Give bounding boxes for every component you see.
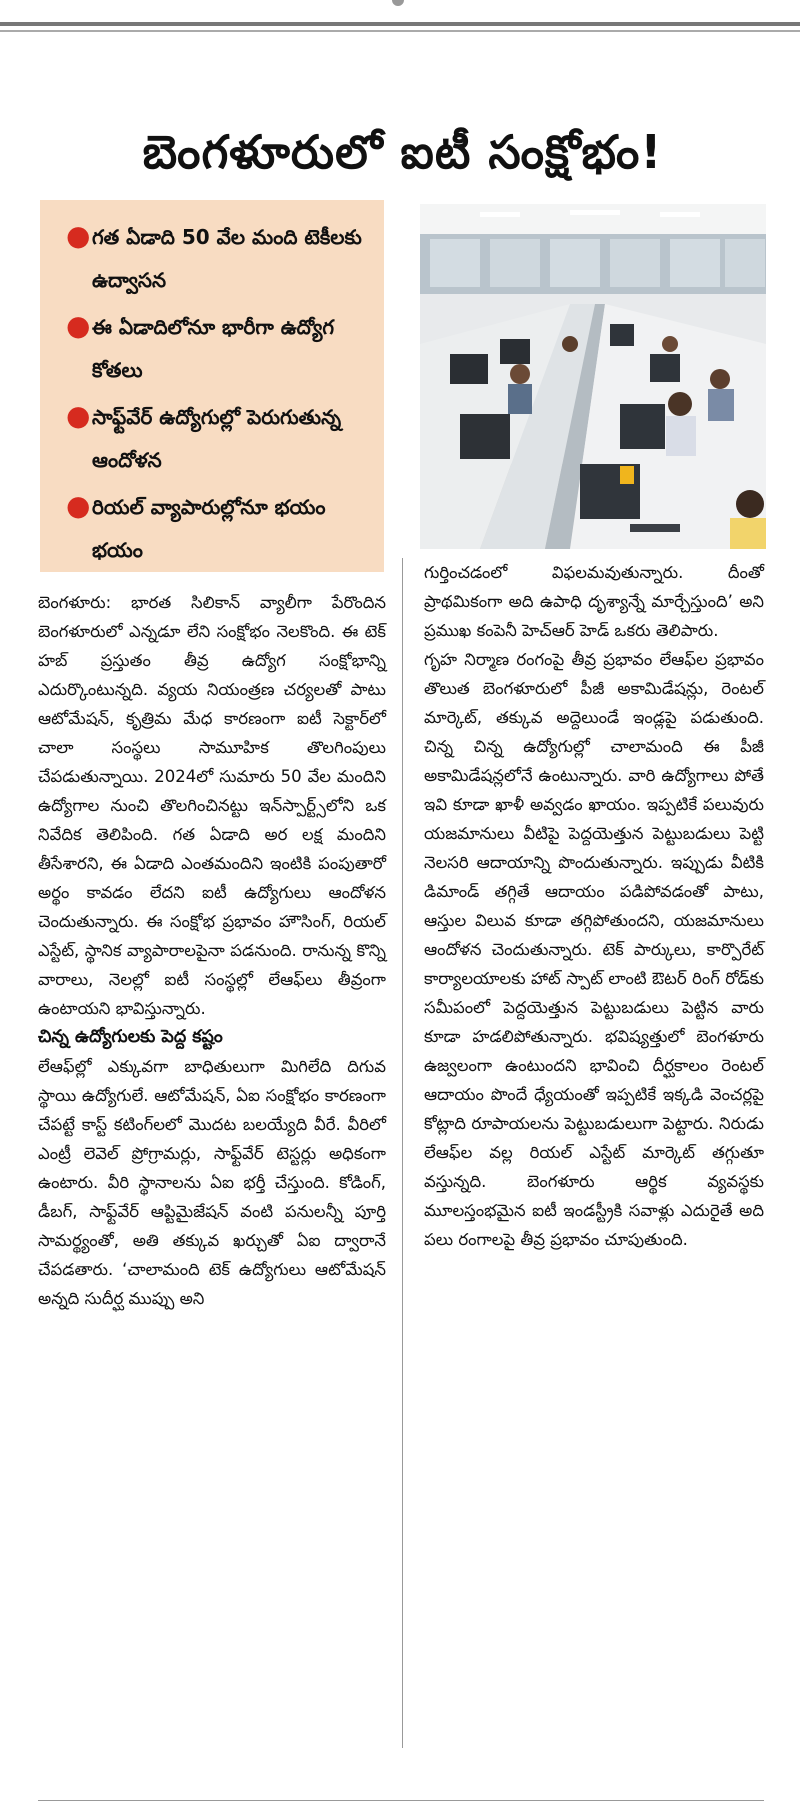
bullet-icon: ●: [66, 489, 91, 522]
body-paragraph: బెంగళూరు: భారత సిలికాన్ వ్యాలీగా పేరొందిన బెంగళూరులో ఎన్నడూ లేని సంక్షోభం నెలకొంది. ఈ టెక్ హబ్ ప్రస్తుతం తీవ్ర ఉద్యోగ సంక్షోభాన్ని ఎదుర్కొంటున్నది. వ్యయ నియంత్రణ చర్యలతో పాటు ఆటోమేషన్, కృత్రిమ మేధ కారణంగా ఐటీ సెక్టార్‌లో చాలా సంస్థలు సామూహిక తొలగింపులు చేపడుతున్నాయి. 2024లో సుమారు 50 వేల మందిని ఉద్యోగాల నుంచి తొలగించినట్టు ఇన్‌స్పార్ట్స్‌లోని ఒక నివేదిక తెలిపింది. గత ఏడాది అర లక్ష మందిని తీసేశారని, ఈ ఏడాది ఎంతమందిని ఇంటికి పంపుతారో అర్థం కావడం లేదని ఐటీ ఉద్యోగులు ఆందోళన చెందుతున్నారు. ఈ సంక్షోభ ప్రభావం హౌసింగ్, రియల్ ఎస్టేట్, స్థానిక వ్యాపారాలపైనా పడనుంది. రానున్న కొన్ని వారాలు, నెలల్లో ఐటీ సంస్థల్లో లేఆఫ్‌లు తీవ్రంగా ఉంటాయని భావిస్తున్నారు.: [38, 593, 386, 1018]
bullet-icon: ●: [66, 219, 91, 252]
highlight-item: [66, 306, 370, 392]
article-headline: బెంగళూరులో ఐటీ సంక్షోభం!: [142, 125, 663, 179]
highlight-text: ఈ ఏడాదిలోనూ భారీగా ఉద్యోగ కోతలు: [92, 315, 335, 382]
column-divider: [402, 558, 403, 1748]
highlight-text: సాఫ్ట్‌వేర్ ఉద్యోగుల్లో పెరుగుతున్న ఆందోళన: [92, 405, 342, 472]
body-paragraph: గృహ నిర్మాణ రంగంపై తీవ్ర ప్రభావం లేఆఫ్‌ల ప్రభావం తొలుత బెంగళూరులో పీజీ అకామిడేషన్లు, రెంటల్ మార్కెట్, తక్కువ అద్దెలుండే ఇండ్లపై పడుతుంది. చిన్న చిన్న ఉద్యోగుల్లో చాలామంది ఈ పీజీ అకామిడేషన్లలోనే ఉంటున్నారు. వారి ఉద్యోగాలు పోతే ఇవి కూడా ఖాళీ అవ్వడం ఖాయం. ఇప్పటికే పలువురు యజమానులు వీటిపై పెద్దయెత్తున పెట్టుబడులు పెట్టి నెలసరి ఆదాయాన్ని పొందుతున్నారు. ఇప్పుడు వీటికి డిమాండ్ తగ్గితే ఆదాయం పడిపోవడంతో పాటు, ఆస్తుల విలువ కూడా తగ్గిపోతుందని, యజమానులు ఆందోళన చెందుతున్నారు. టెక్ పార్కులు, కార్పొరేట్ కార్యాలయాలకు హాట్ స్పాట్ లాంటి ఔటర్ రింగ్ రోడ్‌కు సమీపంలో పెద్దయెత్తున పెట్టుబడులు పెట్టిన వారు కూడా హడలిపోతున్నారు. భవిష్యత్తులో బెంగళూరు ఉజ్వలంగా ఉంటుందని భావించి దీర్ఘకాలం రెంటల్ ఆదాయం పొందే ధ్యేయంతో ఇప్పటికే ఇక్కడి వెంచర్లపై కోట్లాది రూపాయలను పెట్టుబడులుగా పెట్టారు. నిరుడు లేఆఫ్‌ల వల్ల రియల్ ఎస్టేట్ మార్కెట్ తగ్గుతూ వస్తున్నది. బెంగళూరు ఆర్థిక వ్యవస్థకు మూలస్తంభమైన ఐటీ ఇండస్ట్రీకి సవాళ్లు ఎదురైతే అది పలు రంగాలపై తీవ్ర ప్రభావం చూపుతుంది.: [424, 650, 764, 1249]
bullet-icon: ●: [66, 309, 91, 342]
left-column: [38, 588, 386, 1313]
highlight-item: [66, 486, 370, 572]
body-paragraph: గుర్తించడంలో విఫలమవుతున్నారు. దీంతో ప్రాథమికంగా అది ఉపాధి దృశ్యాన్నే మార్చేస్తుంది’ అని ప్రముఖ కంపెనీ హెచ్‌ఆర్ హెడ్ ఒకరు తెలిపారు.: [424, 563, 764, 640]
highlight-item: [66, 216, 370, 302]
office-workers-photo: [420, 204, 766, 549]
body-paragraph: లేఆఫ్‌ల్లో ఎక్కువగా బాధితులుగా మిగిలేది దిగువ స్థాయి ఉద్యోగులే. ఆటోమేషన్, ఏఐ సంక్షోభం కారణంగా చేపట్టే కాస్ట్ కటింగ్‌లలో మొదట బలయ్యేది వీరే. వీరిలో ఎంట్రీ లెవెల్ ప్రోగ్రామర్లు, సాఫ్ట్‌వేర్ టెస్టర్లు అధికంగా ఉంటారు. వీరి స్థానాలను ఏఐ భర్తీ చేస్తుంది. కోడింగ్, డీబగ్, సాఫ్ట్‌వేర్ ఆప్టిమైజేషన్ వంటి పనులన్నీ పూర్తి సామర్థ్యంతో, అతి తక్కువ ఖర్చుతో ఏఐ ద్వారానే చేపడతారు. ‘చాలామంది టెక్ ఉద్యోగులు ఆటోమేషన్ అన్నది సుదీర్ఘ ముప్పు అని: [38, 1057, 386, 1308]
sub-heading: చిన్న ఉద్యోగులకు పెద్ద కష్టం: [38, 1027, 223, 1047]
top-rule: [0, 22, 800, 26]
highlight-text: రియల్ వ్యాపారుల్లోనూ భయం భయం: [92, 495, 326, 562]
top-rule-thin: [0, 30, 800, 32]
bullet-icon: ●: [66, 399, 91, 432]
bottom-rule: [38, 1800, 764, 1801]
top-ornament: [392, 0, 404, 6]
highlight-item: [66, 396, 370, 482]
right-column: [424, 558, 764, 1254]
highlight-text: గత ఏడాది 50 వేల మంది టెకీలకు ఉద్వాసన: [92, 225, 362, 292]
highlights-box: [40, 200, 384, 572]
